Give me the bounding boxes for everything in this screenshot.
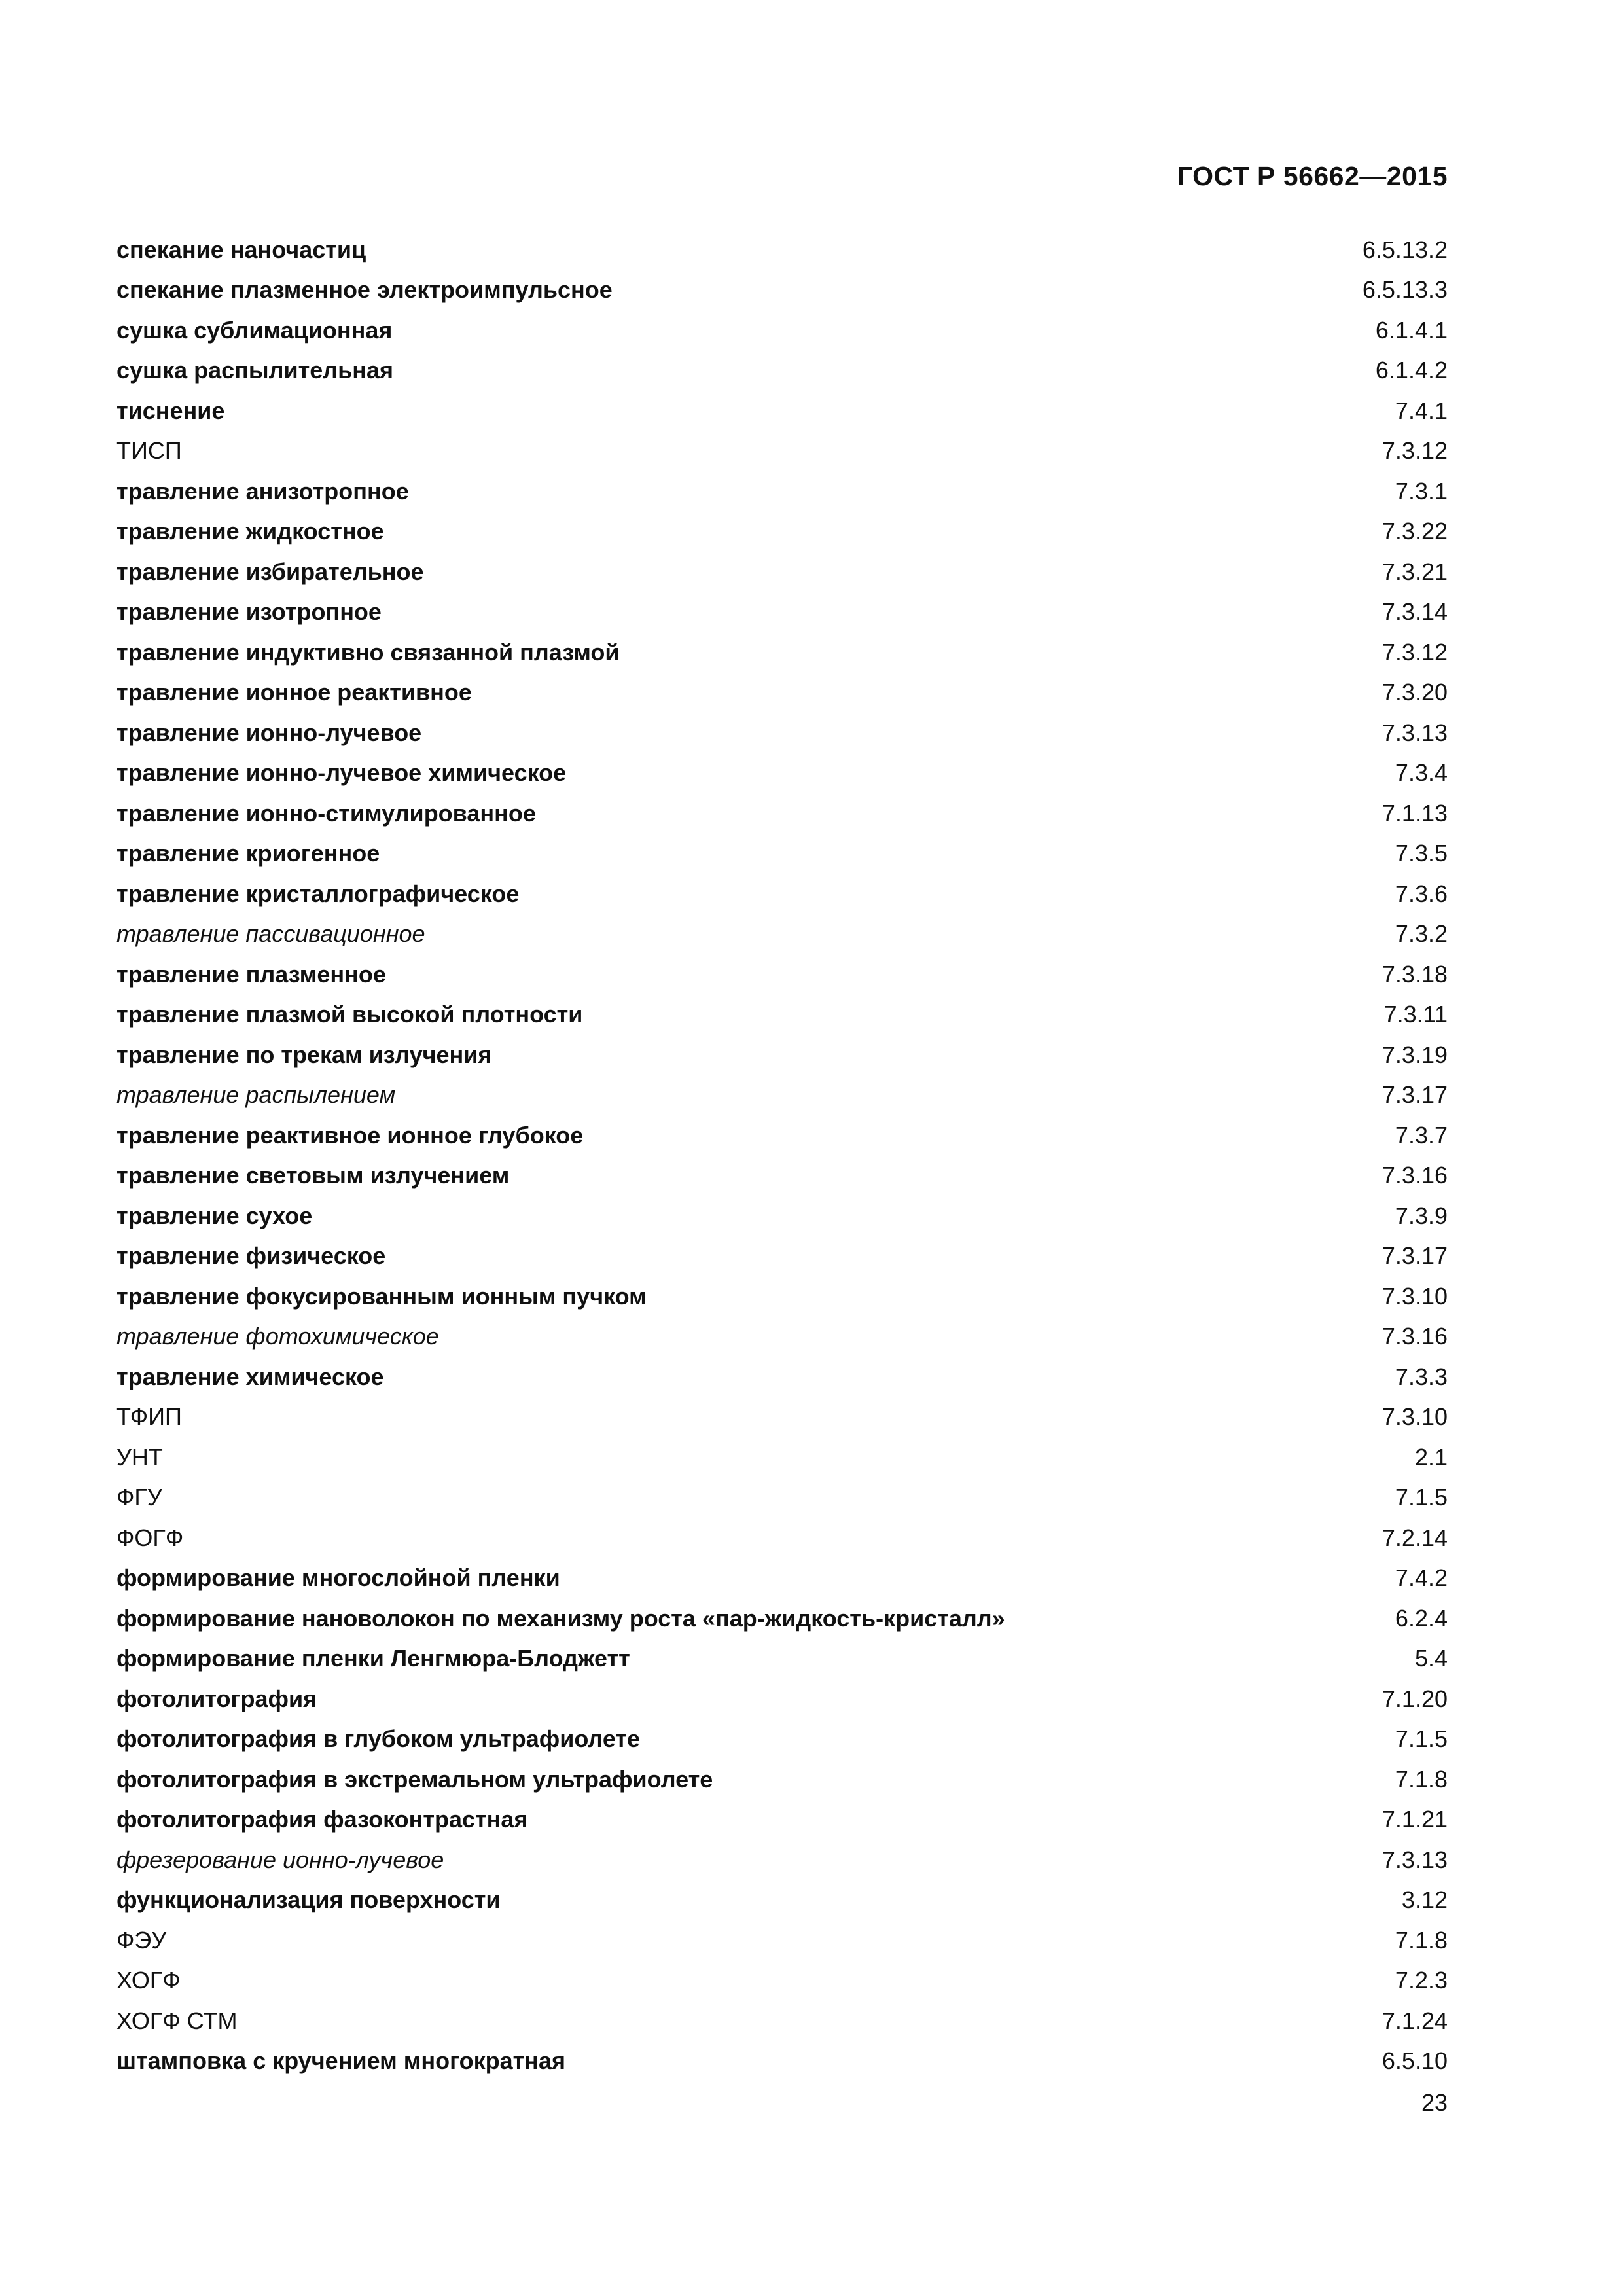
index-term: штамповка с кручением многократная (116, 2047, 566, 2075)
index-reference: 7.3.1 (1395, 477, 1448, 505)
index-reference: 2.1 (1414, 1443, 1448, 1471)
index-entry (116, 1558, 1448, 1599)
index-entry (116, 552, 1448, 592)
index-entry (116, 753, 1448, 794)
index-reference: 7.3.17 (1382, 1242, 1448, 1270)
index-reference: 7.3.6 (1395, 880, 1448, 907)
index-reference: 7.1.8 (1395, 1765, 1448, 1793)
index-entry (116, 2001, 1448, 2041)
index-entry (116, 914, 1448, 955)
index-reference: 6.5.10 (1382, 2047, 1448, 2075)
index-term: спекание плазменное электроимпульсное (116, 276, 613, 304)
index-term: УНТ (116, 1443, 163, 1471)
index-entry (116, 1236, 1448, 1277)
index-entry (116, 351, 1448, 391)
index-entry (116, 1920, 1448, 1961)
index-term: ФЭУ (116, 1926, 167, 1954)
index-reference: 7.3.17 (1382, 1081, 1448, 1109)
index-entry (116, 1156, 1448, 1196)
index-term: фотолитография в глубоком ультрафиолете (116, 1725, 641, 1753)
index-entry (116, 954, 1448, 995)
index-entry (116, 1035, 1448, 1075)
index-term: фотолитография (116, 1685, 317, 1712)
index-term: ТИСП (116, 437, 182, 465)
index-entry (116, 1075, 1448, 1116)
index-reference: 7.3.12 (1382, 638, 1448, 666)
index-entry (116, 431, 1448, 472)
index-entry (116, 310, 1448, 351)
index-reference: 7.3.3 (1395, 1363, 1448, 1390)
index-term: функционализация поверхности (116, 1886, 501, 1914)
index-term: травление индуктивно связанной плазмой (116, 638, 620, 666)
index-reference: 7.3.18 (1382, 960, 1448, 988)
index-reference: 7.1.8 (1395, 1926, 1448, 1954)
index-reference: 7.3.16 (1382, 1162, 1448, 1189)
index-entry (116, 1478, 1448, 1518)
index-term: травление жидкостное (116, 518, 384, 545)
index-term: травление избирательное (116, 558, 424, 585)
index-reference: 6.1.4.1 (1375, 316, 1448, 344)
index-term: сушка сублимационная (116, 316, 393, 344)
index-term: травление физическое (116, 1242, 386, 1270)
term-index-list (116, 230, 1448, 2081)
index-term: травление фотохимическое (116, 1323, 439, 1350)
index-term: спекание наночастиц (116, 236, 366, 263)
index-term: формирование многослойной пленки (116, 1564, 560, 1592)
index-entry (116, 834, 1448, 874)
document-code-header: ГОСТ Р 56662—2015 (1177, 161, 1448, 191)
index-reference: 7.3.2 (1395, 920, 1448, 948)
index-term: травление пассивационное (116, 920, 425, 948)
index-reference: 7.3.10 (1382, 1282, 1448, 1310)
index-term: травление сухое (116, 1202, 313, 1229)
index-entry (116, 1759, 1448, 1800)
index-reference: 6.5.13.2 (1362, 236, 1448, 263)
index-entry (116, 1357, 1448, 1397)
index-reference: 7.3.11 (1383, 1001, 1448, 1028)
index-entry (116, 270, 1448, 311)
index-reference: 7.4.1 (1395, 397, 1448, 424)
index-term: ТФИП (116, 1403, 182, 1431)
index-reference: 7.2.3 (1395, 1967, 1448, 1994)
index-entry (116, 632, 1448, 673)
index-term: травление плазменное (116, 960, 386, 988)
index-entry (116, 1276, 1448, 1317)
index-entry (116, 1880, 1448, 1921)
index-entry (116, 512, 1448, 552)
index-reference: 7.3.5 (1395, 840, 1448, 867)
index-reference: 7.1.5 (1395, 1725, 1448, 1753)
index-reference: 7.3.13 (1382, 1846, 1448, 1873)
index-reference: 7.3.13 (1382, 719, 1448, 746)
index-reference: 5.4 (1414, 1645, 1448, 1672)
index-reference: 7.3.7 (1395, 1121, 1448, 1149)
index-entry (116, 1397, 1448, 1438)
index-entry (116, 1598, 1448, 1639)
index-term: травление химическое (116, 1363, 384, 1390)
index-entry (116, 2041, 1448, 2082)
index-term: ФОГФ (116, 1524, 184, 1551)
index-term: сушка распылительная (116, 357, 394, 384)
index-entry (116, 1679, 1448, 1719)
index-term: травление криогенное (116, 840, 380, 867)
index-term: травление плазмой высокой плотности (116, 1001, 583, 1028)
index-term: травление по трекам излучения (116, 1041, 492, 1068)
index-term: травление ионно-лучевое (116, 719, 422, 746)
index-entry (116, 1840, 1448, 1880)
index-reference: 7.3.4 (1395, 759, 1448, 787)
index-term: фотолитография в экстремальном ультрафиолете (116, 1765, 713, 1793)
index-entry (116, 1196, 1448, 1236)
index-reference: 6.2.4 (1395, 1604, 1448, 1632)
index-term: фотолитография фазоконтрастная (116, 1806, 528, 1833)
index-term: травление анизотропное (116, 477, 409, 505)
index-term: травление распылением (116, 1081, 396, 1109)
index-entry (116, 1317, 1448, 1357)
index-reference: 3.12 (1401, 1886, 1448, 1914)
index-reference: 7.3.9 (1395, 1202, 1448, 1229)
index-term: травление реактивное ионное глубокое (116, 1121, 584, 1149)
index-entry (116, 995, 1448, 1035)
index-term: ХОГФ (116, 1967, 181, 1994)
index-reference: 7.3.20 (1382, 679, 1448, 706)
index-term: тиснение (116, 397, 225, 424)
index-reference: 7.4.2 (1395, 1564, 1448, 1592)
index-term: формирование нановолокон по механизму роста «пар-жидкость-кристалл» (116, 1604, 1005, 1632)
index-entry (116, 592, 1448, 633)
index-term: ХОГФ СТМ (116, 2007, 238, 2034)
index-entry (116, 793, 1448, 834)
index-entry (116, 1719, 1448, 1760)
index-entry (116, 1639, 1448, 1679)
index-term: травление фокусированным ионным пучком (116, 1282, 647, 1310)
index-entry (116, 1800, 1448, 1840)
index-reference: 6.5.13.3 (1362, 276, 1448, 304)
index-term: травление ионное реактивное (116, 679, 472, 706)
index-term: травление изотропное (116, 598, 382, 626)
index-entry (116, 230, 1448, 270)
index-reference: 7.3.21 (1382, 558, 1448, 585)
index-reference: 7.3.14 (1382, 598, 1448, 626)
index-reference: 7.3.10 (1382, 1403, 1448, 1431)
page-number: 23 (1421, 2089, 1448, 2116)
index-term: ФГУ (116, 1484, 162, 1511)
index-reference: 7.1.13 (1382, 799, 1448, 827)
index-term: травление кристаллографическое (116, 880, 520, 907)
index-reference: 7.1.20 (1382, 1685, 1448, 1712)
index-entry (116, 391, 1448, 431)
index-term: травление ионно-стимулированное (116, 799, 536, 827)
index-entry (116, 1961, 1448, 2001)
index-term: фрезерование ионно-лучевое (116, 1846, 444, 1873)
index-reference: 7.1.21 (1382, 1806, 1448, 1833)
index-reference: 7.2.14 (1382, 1524, 1448, 1551)
index-reference: 7.1.24 (1382, 2007, 1448, 2034)
index-reference: 7.1.5 (1395, 1484, 1448, 1511)
index-reference: 7.3.16 (1382, 1323, 1448, 1350)
index-term: травление световым излучением (116, 1162, 510, 1189)
index-entry (116, 471, 1448, 512)
index-entry (116, 713, 1448, 753)
index-entry (116, 874, 1448, 914)
index-reference: 7.3.19 (1382, 1041, 1448, 1068)
index-reference: 7.3.22 (1382, 518, 1448, 545)
index-entry (116, 1518, 1448, 1558)
index-reference: 7.3.12 (1382, 437, 1448, 465)
index-entry (116, 1437, 1448, 1478)
index-entry (116, 1115, 1448, 1156)
index-term: формирование пленки Ленгмюра-Блоджетт (116, 1645, 630, 1672)
index-entry (116, 673, 1448, 713)
index-term: травление ионно-лучевое химическое (116, 759, 567, 787)
index-reference: 6.1.4.2 (1375, 357, 1448, 384)
